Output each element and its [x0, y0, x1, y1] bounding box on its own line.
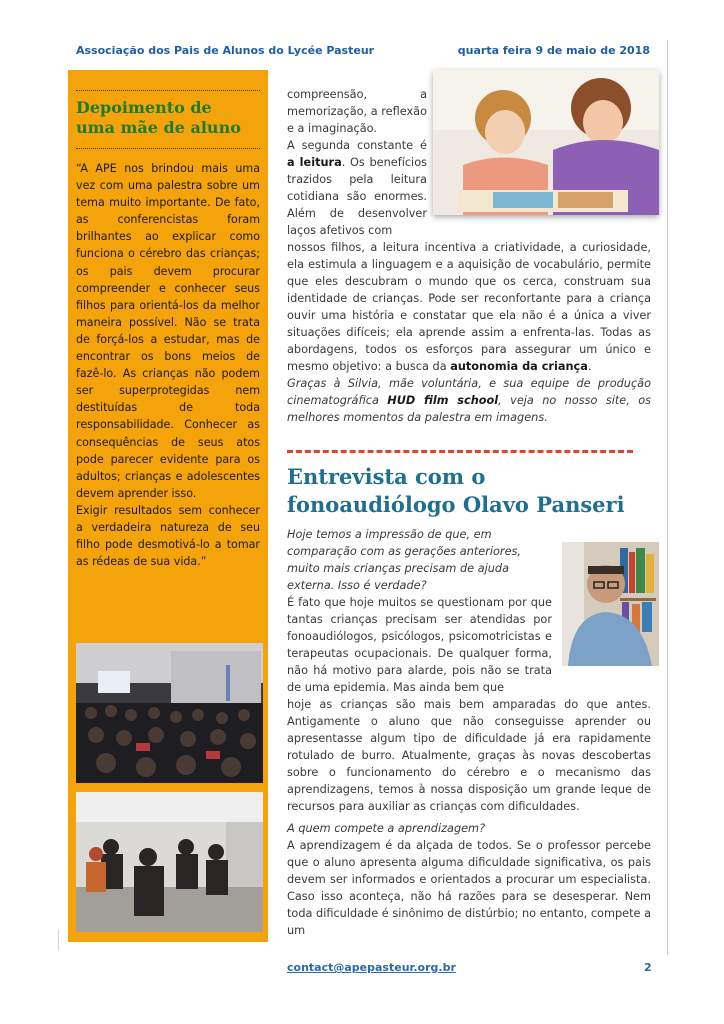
column-divider [667, 40, 668, 955]
testimonial-quote-end: Exigir resultados sem conhecer a verdadeira natureza de seu filho pode desmotivá-lo a tomar as rédeas de sua vida.” [76, 503, 260, 569]
article-reading-wide [287, 239, 651, 426]
dotted-divider-bottom [76, 148, 260, 149]
child-and-mother-reading-photo [433, 70, 659, 215]
article-credits [287, 377, 651, 424]
article-credits-film-school: HUD film school [387, 394, 499, 407]
article-text-p1: compreensão, a memorização, a reflexão e a imaginação. [287, 88, 427, 135]
article-text-p2-start: A segunda constante é [287, 139, 427, 152]
association-name: Associação dos Pais de Alunos do Lycée Pasteur [76, 44, 375, 57]
article-text-p2-wide: nossos filhos, a leitura incentiva a criatividade, a curiosidade, ela estimula a linguagem e a aquisição de vocabulário, permite que eles descubram o mundo que os cerca, construam sua identidade de crianças. Pode ser reconfortante para a criança ouvir uma história e constatar que ela não é a única a viver situações difíceis; ela aprende assim a enfrenta-las. Todas as abordagens, todos os esforços para assegurar um único e mesmo objetivo: a busca da [287, 241, 651, 373]
article-credits-start: Graças à Silvia, mãe voluntária, e sua equipe de produção cinematográfica [287, 377, 651, 407]
dashed-divider [287, 450, 633, 453]
audience-at-lecture-photo [76, 643, 263, 783]
contact-email-link[interactable]: contact@apepasteur.org.br [287, 961, 456, 974]
interview-answer-continuation: hoje as crianças são mais bem amparadas do que antes. Antigamente o aluno que não conseguisse aprender ou apresentasse algum tipo de dificuldade já era rapidamente rotulado de burro. Atualmente, graças às novas descobertas sobre o funcionamento do cérebro e o mecanismo das aprendizagens, temos à nossa disposição um grande leque de recursos para auxiliar as crianças com dificuldades. [287, 698, 651, 813]
olavo-panseri-portrait [562, 542, 659, 666]
page-number: 2 [644, 961, 652, 974]
dotted-divider-top [76, 90, 260, 91]
testimonial-sidebar [68, 70, 268, 942]
interview-answer-narrow: É fato que hoje muitos se questionam por que tantas crianças precisam ser atendidas por fonoaudiólogos, psicólogos, psicomotricistas e terapeutas ocupacionais. De qualquer forma, não há motivo para alarde, pois não se trata de uma epidemia. Mas ainda bem que [287, 596, 552, 694]
article-reading-narrow [287, 86, 427, 239]
parents-meeting-photo [76, 792, 263, 932]
interview-title: Entrevista com o fonoaudiólogo Olavo Panseri [287, 464, 625, 517]
article-text-p2-end: . [587, 360, 592, 373]
interview-answer-2: A aprendizagem é da alçada de todos. Se o professor percebe que o aluno apresenta alguma dificuldade significativa, os pais devem ser informados e orientados a procurar um especialista. Caso isso aconteça, não há razões para se desesperar. Nem toda dificuldade é sinônimo de distúrbio; no entanto, compete a um [287, 839, 651, 937]
footer-divider [58, 930, 59, 950]
testimonial-title: Depoimento de uma mãe de aluno [76, 98, 241, 137]
article-credits-end: , veja no nosso site, os melhores momentos da palestra em imagens. [287, 394, 651, 424]
interview-answer-wide [287, 696, 651, 815]
article-text-autonomy-bold: autonomia da criança [450, 360, 588, 373]
issue-date: quarta feira 9 de maio de 2018 [457, 44, 650, 57]
interview-question: Hoje temos a impressão de que, em comparação com as gerações anteriores, muito mais crianças precisam de ajuda externa. Isso é verdade? [287, 528, 522, 592]
article-text-p2-narrow: . Os benefícios trazidos pela leitura cotidiana são enormes. Além de desenvolver laços afetivos com [287, 156, 427, 237]
testimonial-quote [76, 160, 260, 570]
testimonial-quote-body: “A APE nos brindou mais uma vez com uma palestra sobre um tema muito importante. De fato, as conferencistas foram brilhantes ao explicar como funciona o cérebro das crianças; os pais devem procurar compreender e conhecer seus filhos para orientá-los da melhor maneira possível. Não se trata de forçá-los a estudar, mas de encontrar os bons meios de fazê-lo. As crianças não podem ser superprotegidas nem destituídas de toda responsabilidade. Conhecer as consequências de seus atos pode parecer evidente para os adultos; crianças e adolescentes devem aprender isso. [76, 162, 260, 500]
article-text-reading-bold: a leitura [287, 156, 342, 169]
interview-question-2: A quem compete a aprendizagem? [287, 822, 486, 835]
